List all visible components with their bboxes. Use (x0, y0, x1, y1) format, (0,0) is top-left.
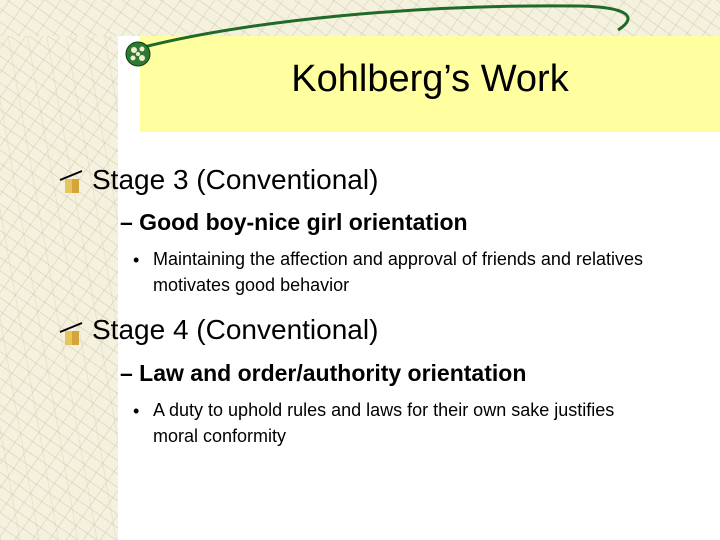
detail-marker: • (133, 250, 140, 270)
bullet-icon (58, 320, 84, 346)
detail-marker: • (133, 401, 140, 421)
bullet-heading-stage-3: Stage 3 (Conventional) (92, 164, 379, 195)
bullet-icon (58, 168, 84, 194)
detail-stage-4: A duty to uphold rules and laws for their own sake justifies moral conformity (153, 400, 615, 446)
detail-stage-3: Maintaining the affection and approval of friends and relatives motivates good behavior (153, 249, 643, 295)
background-pattern-left (0, 0, 118, 540)
swoosh-line (0, 0, 720, 60)
slide-title: Kohlberg’s Work (291, 58, 569, 100)
sub-bullet-stage-4: – Law and order/authority orientation (120, 360, 527, 386)
sub-bullet-stage-3: – Good boy-nice girl orientation (120, 209, 468, 235)
bullet-heading-stage-4: Stage 4 (Conventional) (92, 314, 379, 345)
